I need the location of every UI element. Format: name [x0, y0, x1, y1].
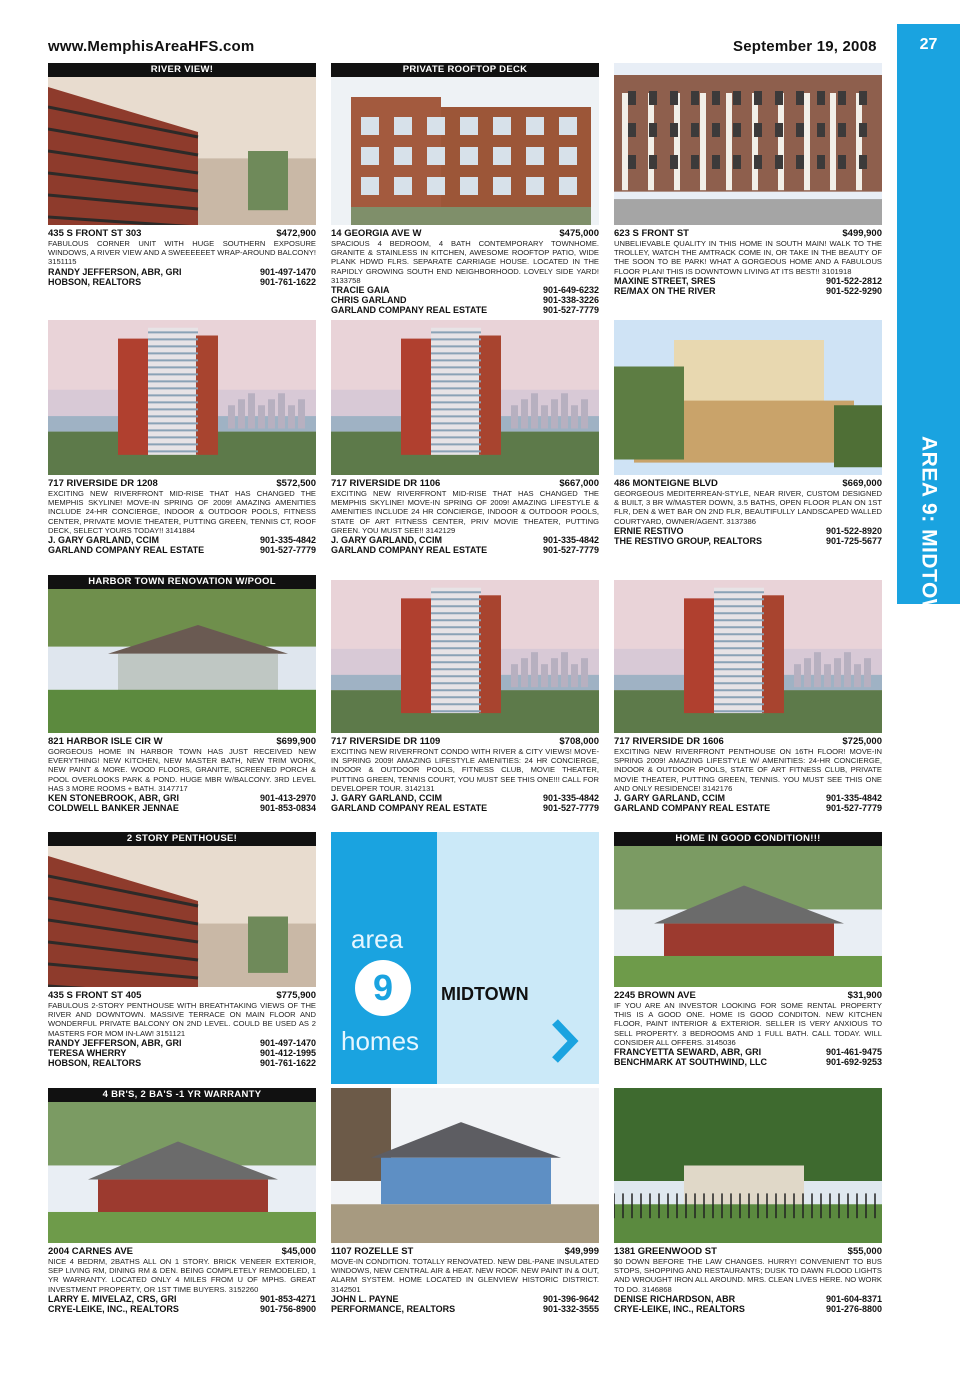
listing-description: UNBELIEVABLE QUALITY IN THIS HOME IN SOUTH MAIN! WALK TO THE TROLLEY, WATCH THE AMTRACK COME IN, OR TAKE IN THE BEAUTY OF THE SOON TO BE PARK! WHAT A GORGEOUS HOME AND A FABULOUS FLOOR PLAN! THIS IS DOWNTOWN LIVING AT ITS BEST!! 3101918 [614, 239, 882, 276]
listing-photo[interactable] [614, 63, 882, 225]
agent-phone: 901-332-3555 [542, 1303, 599, 1314]
listing-photo[interactable] [614, 846, 882, 987]
listing[interactable] [331, 320, 599, 555]
listing-photo[interactable] [331, 77, 599, 225]
site-url[interactable]: www.MemphisAreaHFS.com [48, 38, 255, 55]
listing-photo[interactable] [48, 77, 316, 225]
agent-phone: 901-649-6232 [542, 285, 599, 296]
listing-price: $667,000 [559, 478, 599, 489]
page-number: 27 [919, 36, 938, 53]
agent-name: GARLAND COMPANY REAL ESTATE [331, 305, 488, 316]
listing-description: MOVE-IN CONDITION. TOTALLY RENOVATED. NEW DBL-PANE INSULATED WINDOWS, NEW CENTRAL AIR & HEAT. NEW ROOF. NEW PAINT IN & OUT, ALARM SYSTEM. HOME LOCATED IN GLENVIEW HISTORIC DISTRICT. 3142501 [331, 1257, 599, 1294]
agent-name: TRACIE GAIA [331, 285, 390, 296]
section-tab [897, 24, 960, 635]
listing-address: 435 S FRONT ST 405 [48, 990, 142, 1001]
agent-name: J. GARY GARLAND, CCIM [614, 793, 726, 804]
listing-photo[interactable] [331, 580, 599, 733]
listing-description: FABULOUS 2-STORY PENTHOUSE WITH BREATHTAKING VIEWS OF THE RIVER AND DOWNTOWN. MASSIVE TERRACE ON MAIN FLOOR AND WONDERFUL PRIVATE BALCONY ON 2ND LEVEL. COULD BE USED AS 2 MASTERS FOR MOM IN-LAW! 3151121 [48, 1001, 316, 1038]
listing[interactable] [48, 832, 316, 1068]
agent-phone: 901-413-2970 [259, 793, 316, 804]
agent-phone: 901-461-9475 [825, 1047, 882, 1058]
listing-price: $499,900 [842, 228, 882, 239]
listing[interactable] [331, 63, 599, 315]
agent-name: RANDY JEFFERSON, ABR, GRI [48, 266, 182, 277]
agent-name: J. GARY GARLAND, CCIM [48, 535, 160, 546]
agent-phone: 901-497-1470 [259, 1037, 316, 1048]
chevron-right-icon [549, 1018, 579, 1064]
listing[interactable] [48, 575, 316, 813]
agent-phone: 901-335-4842 [542, 535, 599, 546]
listing-price: $49,999 [564, 1246, 599, 1257]
agent-phone: 901-527-7779 [542, 803, 599, 814]
agent-phone: 901-725-5677 [825, 535, 882, 546]
agent-name: J. GARY GARLAND, CCIM [331, 535, 443, 546]
listing-photo[interactable] [48, 846, 316, 987]
listing-description: EXCITING NEW RIVERFRONT MID-RISE THAT HAS CHANGED THE MEMPHIS SKYLINE! MOVE-IN SPRING OF 2009! AMAZING AMENITIES INCLUDE 24-HR CONCIERGE, INDOOR & OUTDOOR POOLS, FITNESS CENTER, PRIVATE MOVIE THEATER, PUTTING GREEN, TENNIS CT, ROOF DECK, SELECT YOURS TODAY!! 3141884 [48, 489, 316, 535]
promo-area-word: area [351, 924, 404, 954]
agent-name: FRANCYETTA SEWARD, ABR, GRI [614, 1047, 762, 1058]
agent-name: KEN STONEBROOK, ABR, GRI [48, 793, 180, 804]
agent-phone: 901-527-7779 [542, 305, 599, 316]
listing-banner: HARBOR TOWN RENOVATION W/POOL [48, 575, 316, 589]
agent-phone: 901-276-8800 [825, 1303, 882, 1314]
listing-address: 435 S FRONT ST 303 [48, 228, 142, 239]
agent-phone: 901-338-3226 [542, 295, 599, 306]
issue-date: September 19, 2008 [733, 38, 877, 55]
listing-price: $475,000 [559, 228, 599, 239]
listing-banner: HOME IN GOOD CONDITION!!! [614, 832, 882, 846]
listing-price: $708,000 [559, 736, 599, 747]
listing-banner: RIVER VIEW! [48, 63, 316, 77]
listing[interactable] [331, 580, 599, 813]
area-promo [331, 832, 599, 1084]
listing[interactable] [614, 1088, 882, 1314]
listing-price: $725,000 [842, 736, 882, 747]
listing-address: 717 RIVERSIDE DR 1109 [331, 736, 441, 747]
agent-name: CRYE-LEIKE, INC., REALTORS [614, 1303, 745, 1314]
listing-address: 1381 GREENWOOD ST [614, 1246, 717, 1257]
listing[interactable] [48, 63, 316, 287]
agent-phone: 901-692-9253 [825, 1057, 882, 1068]
agent-phone: 901-396-9642 [542, 1293, 599, 1304]
listing-address: 821 HARBOR ISLE CIR W [48, 736, 163, 747]
promo-area-number: 9 [355, 960, 411, 1016]
agent-name: CHRIS GARLAND [331, 295, 407, 306]
listing-photo[interactable] [48, 1102, 316, 1243]
listing[interactable] [614, 320, 882, 546]
listing-description: FABULOUS CORNER UNIT WITH HUGE SOUTHERN EXPOSURE WINDOWS, A RIVER VIEW AND A SWEEEEEET WRAP-AROUND BALCONY! 3151115 [48, 239, 316, 267]
listing-banner: PRIVATE ROOFTOP DECK [331, 63, 599, 77]
agent-phone: 901-522-8920 [825, 525, 882, 536]
promo-region: MIDTOWN [441, 984, 529, 1004]
listing-description: $0 DOWN BEFORE THE LAW CHANGES. HURRY! CONVENIENT TO BUS STOPS, SHOPPING AND RESTAURANTS; DUSK TO DAWN FLOOD LIGHTS AND WROUGHT IRON ALL AROUND. MRS. CLEAN LIVES HERE. NO WORK TO DO. 3146868 [614, 1257, 882, 1294]
agent-name: RE/MAX ON THE RIVER [614, 285, 716, 296]
agent-phone: 901-522-9290 [825, 285, 882, 296]
listing-description: EXCITING NEW RIVERFRONT MID-RISE THAT HAS CHANGED THE MEMPHIS SKYLINE! MOVE-IN SPRING OF 2009! AMAZING LIFESTYLE & AMENITIES INCLUDE 24 HR CONCIERGE, INDOOR & OUTDOOR POOLS, STATE OF ART FITNESS CENTER, PRIV MOVIE THEATER, PUTTING GREEN. YOU MUST SEE!! 3142129 [331, 489, 599, 535]
agent-name: CRYE-LEIKE, INC., REALTORS [48, 1303, 179, 1314]
agent-phone: 901-761-1622 [259, 1057, 316, 1068]
listing-photo[interactable] [331, 320, 599, 475]
listing-photo[interactable] [48, 320, 316, 475]
promo-homes-word: homes [341, 1026, 420, 1056]
listing-price: $572,500 [276, 478, 316, 489]
listing-photo[interactable] [48, 589, 316, 733]
agent-name: J. GARY GARLAND, CCIM [331, 793, 443, 804]
agent-phone: 901-604-8371 [825, 1293, 882, 1304]
listing-address: 717 RIVERSIDE DR 1106 [331, 478, 441, 489]
area-tab-label: AREA 9: MIDTOWN [917, 435, 941, 635]
listing-address: 1107 ROZELLE ST [331, 1246, 414, 1257]
agent-name: HOBSON, REALTORS [48, 276, 142, 287]
listing-price: $31,900 [847, 990, 882, 1001]
agent-phone: 901-497-1470 [259, 266, 316, 277]
agent-phone: 901-335-4842 [825, 793, 882, 804]
agent-name: RANDY JEFFERSON, ABR, GRI [48, 1037, 182, 1048]
agent-phone: 901-853-4271 [259, 1293, 316, 1304]
listing[interactable] [614, 63, 882, 296]
listing-description: GEORGEOUS MEDITERREAN-STYLE, NEAR RIVER, CUSTOM DESIGNED & BUILT, 3 BR W/MASTER DOWN, 3.5 BATHS, OPEN FLOOR PLAN ON 1ST FLR, DEN & WET BAR ON 2ND FLR, BEAUTIFULLY LANDSCAPED WALLED COURTYARD, OWNER/AGENT. 3137386 [614, 489, 882, 526]
agent-name: GARLAND COMPANY REAL ESTATE [614, 803, 771, 814]
agent-phone: 901-756-8900 [259, 1303, 316, 1314]
listing-photo[interactable] [614, 1088, 882, 1243]
listing-price: $775,900 [276, 990, 316, 1001]
agent-name: DENISE RICHARDSON, ABR [614, 1293, 736, 1304]
agent-name: BENCHMARK AT SOUTHWIND, LLC [614, 1057, 767, 1068]
listing[interactable] [48, 320, 316, 555]
listing-price: $669,000 [842, 478, 882, 489]
listing-price: $45,000 [281, 1246, 316, 1257]
agent-name: PERFORMANCE, REALTORS [331, 1303, 456, 1314]
agent-name: THE RESTIVO GROUP, REALTORS [614, 535, 763, 546]
agent-name: COLDWELL BANKER JENNAE [48, 803, 179, 814]
agent-name: HOBSON, REALTORS [48, 1057, 142, 1068]
agent-name: JOHN L. PAYNE [331, 1293, 399, 1304]
listing[interactable] [614, 832, 882, 1067]
agent-name: LARRY E. MIVELAZ, CRS, GRI [48, 1293, 177, 1304]
listing-address: 486 MONTEIGNE BLVD [614, 478, 718, 489]
listing-description: IF YOU ARE AN INVESTOR LOOKING FOR SOME RENTAL PROPERTY THIS IS A GOOD ONE. HOME IS GOOD CONDITON. NEW KITCHEN FLOOR, PAINT INTERIOR & EXTERIOR. SELLER IS VERY ANXIOUS TO SELL PROPERTY. 3 BEDROOMS AND 1 FULL BATH. CALL TODAY. WILL CONSIDER ALL OFFERS. 3145036 [614, 1001, 882, 1047]
agent-phone: 901-853-0834 [259, 803, 316, 814]
listing-photo[interactable] [331, 1088, 599, 1243]
listing-price: $55,000 [847, 1246, 882, 1257]
agent-name: ERNIE RESTIVO [614, 525, 684, 536]
listing-price: $472,900 [276, 228, 316, 239]
listing-description: EXCITING NEW RIVERFRONT CONDO WITH RIVER & CITY VIEWS! MOVE-IN SPRING 2009! AMAZING LIFESTYLE AMENITIES: 24 HR CONCIERGE, INDOOR & OUTDOOR POOLS, FITNESS CLUB, MOVIE THEATER, PUTTING GREEN, TENNIS COURT, YOU MUST SEE THIS ONE!!! CALL FOR DEVELOPER TOUR. 3142131 [331, 747, 599, 793]
listing-address: 14 GEORGIA AVE W [331, 228, 422, 239]
listing-address: 2245 BROWN AVE [614, 990, 696, 1001]
listing-photo[interactable] [614, 580, 882, 733]
listing-address: 623 S FRONT ST [614, 228, 689, 239]
listing-banner: 4 BR'S, 2 BA'S -1 YR WARRANTY [48, 1088, 316, 1102]
agent-phone: 901-527-7779 [542, 545, 599, 556]
listing-address: 2004 CARNES AVE [48, 1246, 134, 1257]
agent-name: GARLAND COMPANY REAL ESTATE [331, 803, 488, 814]
listing-description: GORGEOUS HOME IN HARBOR TOWN HAS JUST RECEIVED NEW EVERYTHING! NEW KITCHEN, NEW MASTER BATH, NEW TRIM WORK, NEW PAINT & MORE. WOOD FLOORS, GRANITE, SCREENED PORCH & POOL OVERLOOKS PARK & POND. HUGE MBR W/BALCONY. 3RD LEVEL HAS 3 MORE ROOMS + BATH. 3147717 [48, 747, 316, 793]
listing-description: SPACIOUS 4 BEDROOM, 4 BATH CONTEMPORARY TOWNHOME. GRANITE & STAINLESS IN KITCHEN, AWESOME ROOFTOP PATIO, WIDE PLANK HDWD FLRS. SEPARATE CARRIAGE HOUSE. LOCATED IN THE RAPIDLY GROWING SOUTH END NEIGHBORHOOD. LOVELY SIDE YARD! 3133758 [331, 239, 599, 285]
listing-address: 717 RIVERSIDE DR 1606 [614, 736, 724, 747]
agent-name: TERESA WHERRY [48, 1047, 127, 1058]
agent-phone: 901-527-7779 [825, 803, 882, 814]
agent-phone: 901-412-1995 [259, 1047, 316, 1058]
agent-phone: 901-527-7779 [259, 545, 316, 556]
agent-phone: 901-761-1622 [259, 276, 316, 287]
area-tab [897, 435, 960, 635]
agent-name: MAXINE STREET, SRES [614, 275, 716, 286]
agent-name: GARLAND COMPANY REAL ESTATE [331, 545, 488, 556]
listing[interactable] [614, 580, 882, 813]
agent-name: GARLAND COMPANY REAL ESTATE [48, 545, 205, 556]
listing-price: $699,900 [276, 736, 316, 747]
agent-phone: 901-522-2812 [825, 275, 882, 286]
agent-phone: 901-335-4842 [259, 535, 316, 546]
listing-description: NICE 4 BEDRM, 2BATHS ALL ON 1 STORY. BRICK VENEER EXTERIOR, SEP LIVING RM, DINING RM & DEN. BEING COMPLETELY REMODELED, 1 YR WARRANTY. LOCATED ONLY 4 MILES FROM U OF MPHS. GREAT INVESTMENT PROPERTY, OR 1ST TIME BUYERS. 3152260 [48, 1257, 316, 1294]
listing[interactable] [48, 1088, 316, 1314]
listing[interactable] [331, 1088, 599, 1314]
listing-photo[interactable] [614, 320, 882, 475]
listing-address: 717 RIVERSIDE DR 1208 [48, 478, 158, 489]
listing-description: EXCITING NEW RIVERFRONT PENTHOUSE ON 16TH FLOOR! MOVE-IN SPRING 2009! AMAZING LIFESTYLE W/ AMENITIES: 24-HR CONCIERGE, INDOOR & OUTDOOR POOLS, STATE OF ART FITNESS CLUB, PRIVATE MOVIE THEATER, PUTTING GREEN, TENNIS. YOU MUST SEE THIS ONE AND ONLY RESIDENCE! 3142176 [614, 747, 882, 793]
listing-banner: 2 STORY PENTHOUSE! [48, 832, 316, 846]
agent-phone: 901-335-4842 [542, 793, 599, 804]
